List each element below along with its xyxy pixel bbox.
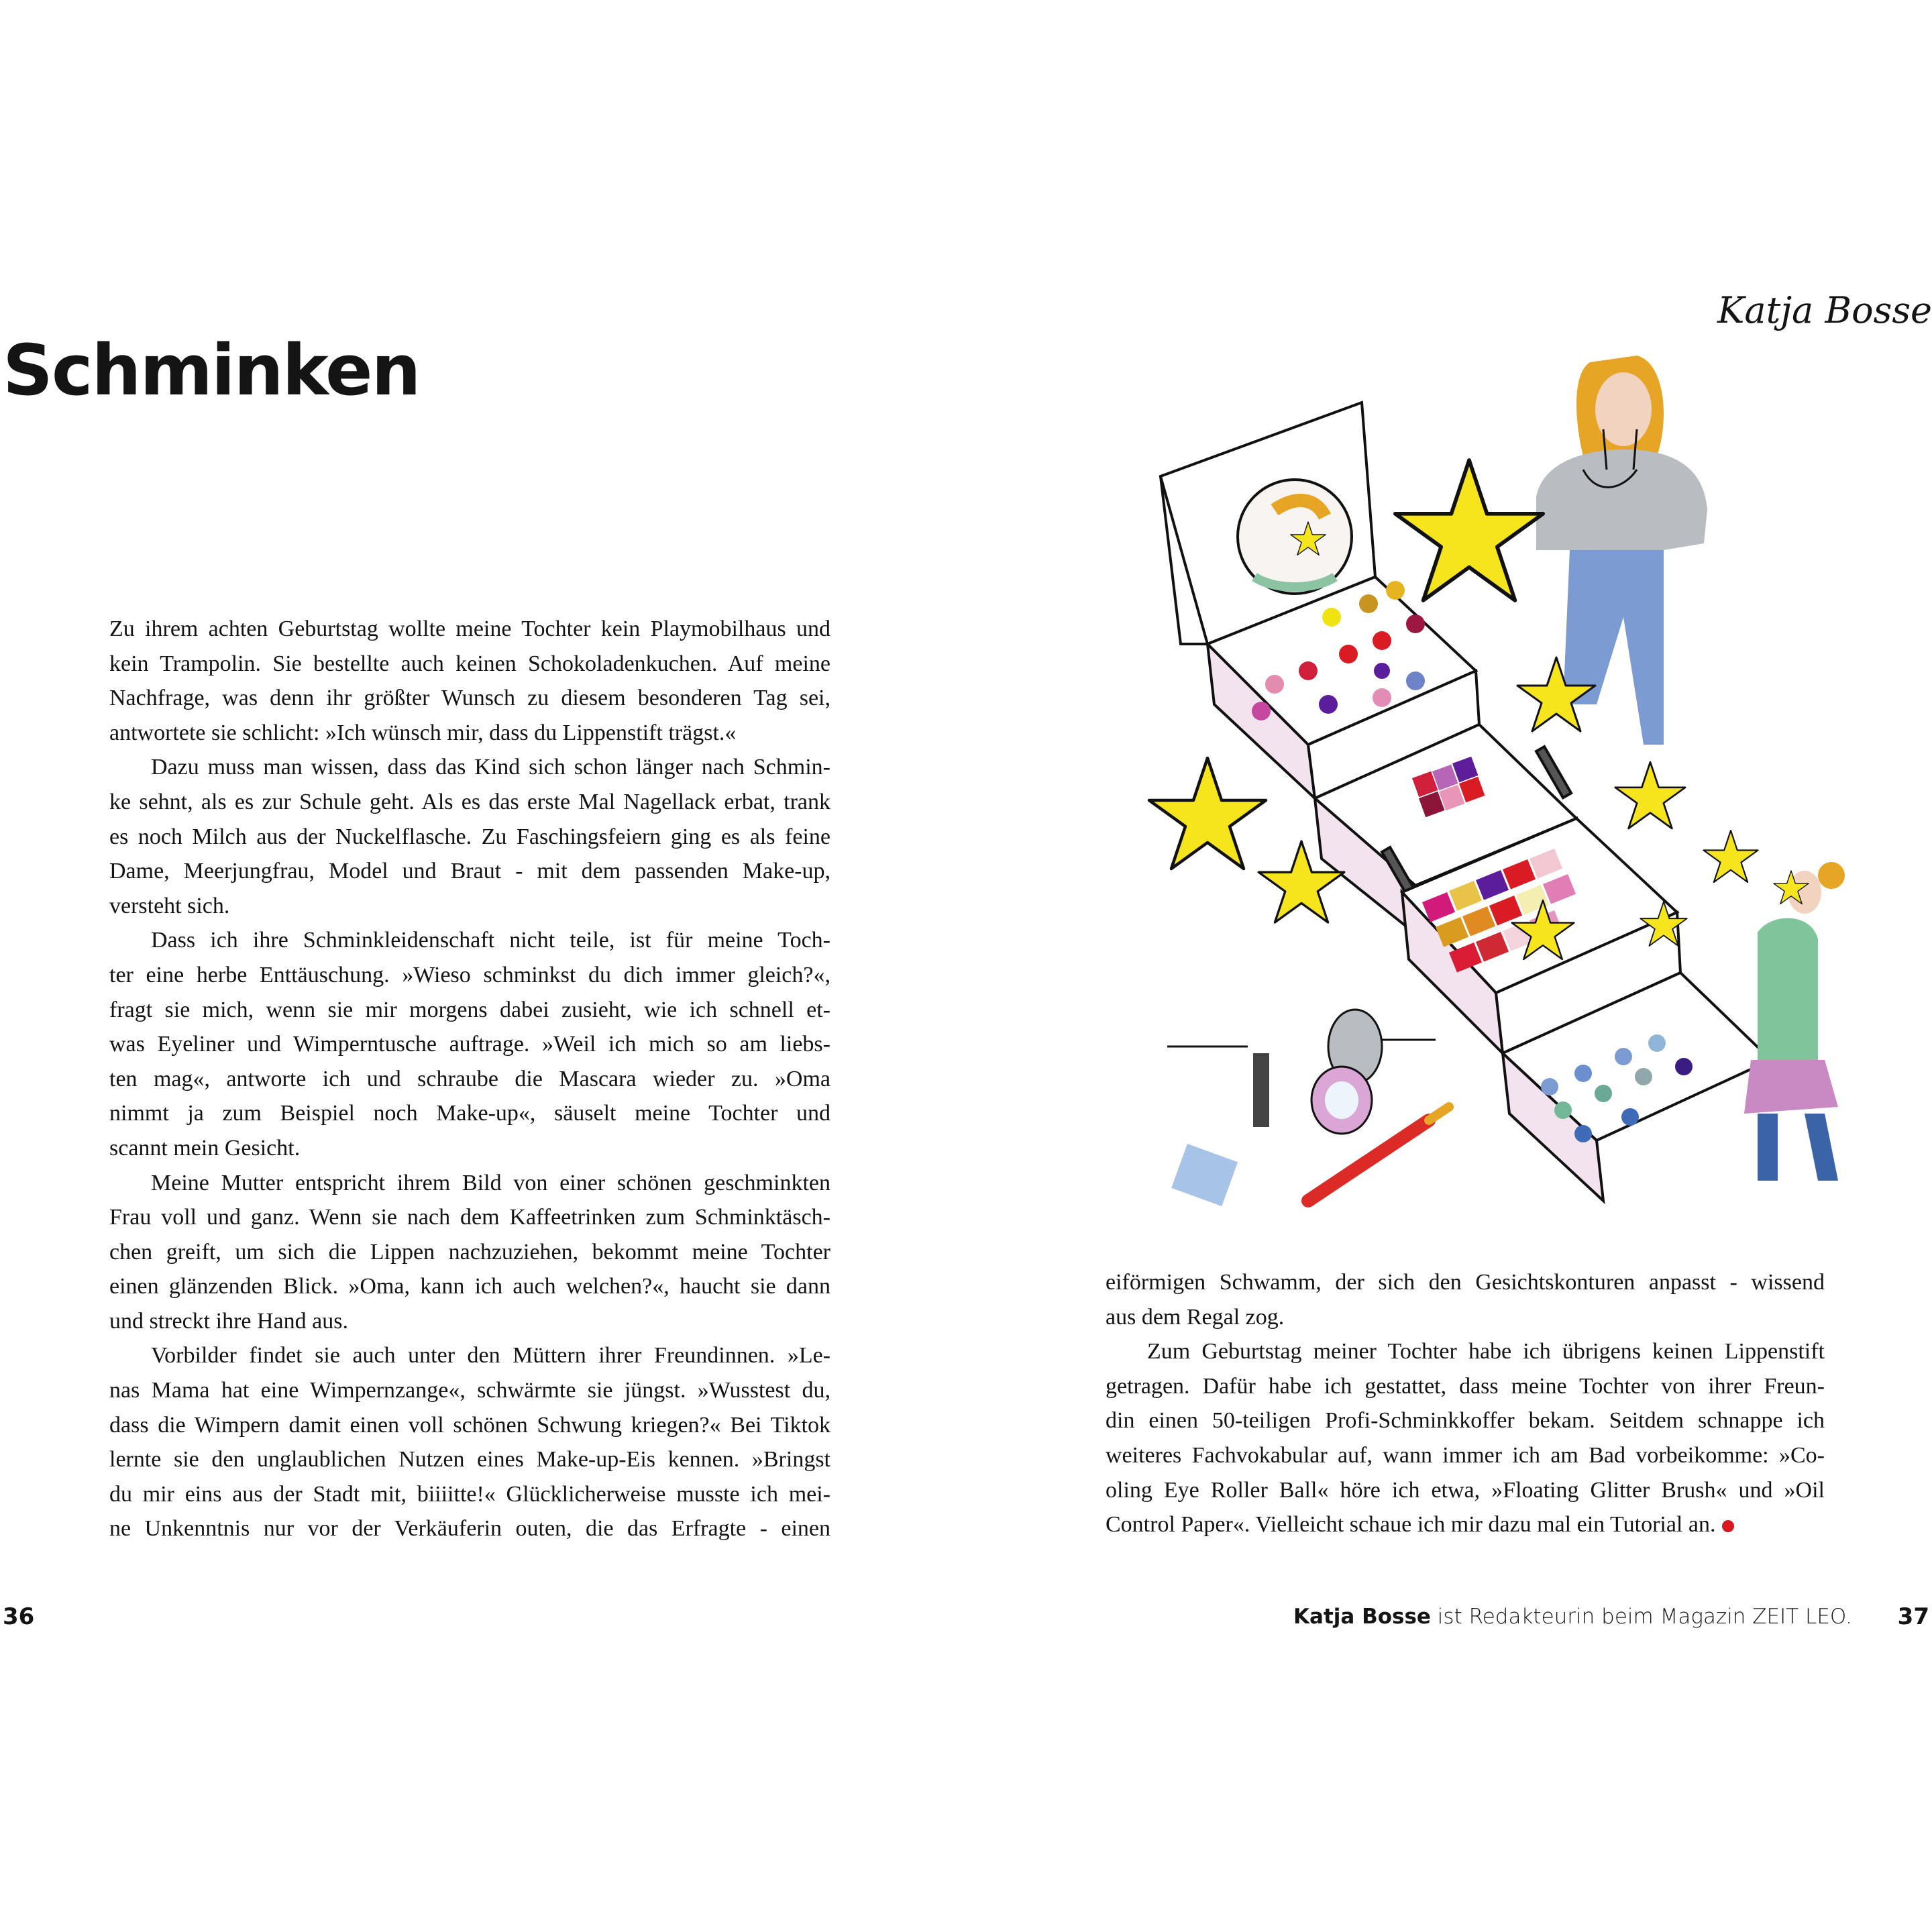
- text-line: fragt sie mich, wenn sie mir morgens dabei zusieht, wie ich schnell et-: [109, 997, 830, 1022]
- right-text-column: [1106, 1265, 1825, 1542]
- text-line: lernte sie den unglaublichen Nutzen eines Make-up-Eis kennen. »Bringst: [109, 1447, 830, 1472]
- text-line: versteht sich.: [109, 893, 230, 918]
- author-bio: [1293, 1605, 1852, 1629]
- text-line: es noch Milch aus der Nuckelflasche. Zu Faschingsfeiern ging es als feine: [109, 824, 830, 849]
- text-line: [1106, 1507, 1825, 1542]
- page-number-left: 36: [3, 1603, 35, 1630]
- text-line: eiförmigen Schwamm, der sich den Gesichtskonturen anpasst - wissend: [1106, 1270, 1825, 1295]
- text-line: kein Trampolin. Sie bestellte auch keinen Schokoladenkuchen. Auf meine: [109, 651, 830, 676]
- text-line: Dazu muss man wissen, dass das Kind sich schon länger nach Schmin-: [151, 755, 830, 780]
- text-line: nas Mama hat eine Wimpernzange«, schwärmte sie jüngst. »Wusstest du,: [109, 1378, 830, 1403]
- text-line: was Eyeliner und Wimperntusche auftrage. »Weil ich mich so am liebs-: [109, 1032, 830, 1057]
- mascara-icon: [1253, 1053, 1269, 1127]
- text-line: Zu ihrem achten Geburtstag wollte meine Tochter kein Playmobilhaus und: [109, 616, 830, 641]
- author-heading: Katja Bosse: [1717, 289, 1932, 331]
- bio-name: Katja Bosse: [1293, 1605, 1431, 1629]
- final-sentence: Control Paper«. Vielleicht schaue ich mir dazu mal ein Tutorial an.: [1106, 1512, 1716, 1538]
- floor-items: [1167, 1010, 1449, 1206]
- left-text-column: [109, 612, 830, 1546]
- text-line: chen greift, um sich die Lippen nachzuziehen, bekommt meine Tochter: [109, 1239, 830, 1265]
- text-line: Meine Mutter entspricht ihrem Bild von einer schönen geschminkten: [151, 1170, 830, 1195]
- article-title: Schminken: [3, 329, 420, 411]
- text-line: du mir eins aus der Stadt mit, biiiitte!« Glücklicherweise musste ich mei-: [109, 1481, 830, 1507]
- text-line: weiteres Fachvokabular auf, wann immer ich am Bad vorbeikomme: »Co-: [1106, 1442, 1825, 1468]
- girl-figure: [1744, 862, 1845, 1181]
- text-line: Frau voll und ganz. Wenn sie nach dem Kaffeetrinken zum Schminktäsch-: [109, 1205, 830, 1230]
- text-line: Dame, Meerjungfrau, Model und Braut - mit dem passenden Make-up,: [109, 859, 830, 884]
- text-line: ten mag«, antworte ich und schraube die Mascara wieder zu. »Oma: [109, 1066, 830, 1091]
- text-line: oling Eye Roller Ball« höre ich etwa, »Floating Glitter Brush« und »Oil: [1106, 1477, 1825, 1503]
- page-number-right: 37: [1897, 1603, 1929, 1630]
- text-line: nimmt ja zum Beispiel noch Make-up«, säuselt meine Tochter und: [109, 1101, 830, 1126]
- text-line: ne Unkenntnis nur vor der Verkäuferin outen, die das Erfragte - einen: [109, 1516, 830, 1542]
- text-line: Nachfrage, was denn ihr größter Wunsch zu diesem besonderen Tag sei,: [109, 686, 830, 711]
- text-line: antwortete sie schlicht: »Ich wünsch mir, dass du Lippenstift trägst.«: [109, 720, 737, 745]
- makeup-kit-illustration: [1140, 335, 1932, 1234]
- text-line: und streckt ihre Hand aus.: [109, 1308, 348, 1334]
- bio-text: ist Redakteurin beim Magazin ZEIT LEO.: [1430, 1605, 1852, 1629]
- text-line: getragen. Dafür habe ich gestattet, dass meine Tochter von ihrer Freun-: [1106, 1373, 1825, 1399]
- text-line: Dass ich ihre Schminkleidenschaft nicht teile, ist für meine Toch-: [151, 928, 830, 953]
- end-mark-icon: [1722, 1520, 1734, 1532]
- text-line: dass die Wimpern damit einen voll schönen Schwung kriegen?« Bei Tiktok: [109, 1412, 830, 1438]
- text-line: einen glänzenden Blick. »Oma, kann ich auch welchen?«, haucht sie dann: [109, 1274, 830, 1299]
- text-line: aus dem Regal zog.: [1106, 1304, 1285, 1330]
- text-line: ke sehnt, als es zur Schule geht. Als es das erste Mal Nagellack erbat, trank: [109, 789, 830, 814]
- text-line: scannt mein Gesicht.: [109, 1135, 301, 1161]
- text-line: din einen 50-teiligen Profi-Schminkkoffer bekam. Seitdem schnappe ich: [1106, 1408, 1825, 1434]
- text-line: ter eine herbe Enttäuschung. »Wieso schminkst du dich immer gleich?«,: [109, 962, 830, 987]
- text-line: Zum Geburtstag meiner Tochter habe ich übrigens keinen Lippenstift: [1147, 1339, 1825, 1364]
- text-line: Vorbilder findet sie auch unter den Müttern ihrer Freundinnen. »Le-: [151, 1343, 830, 1368]
